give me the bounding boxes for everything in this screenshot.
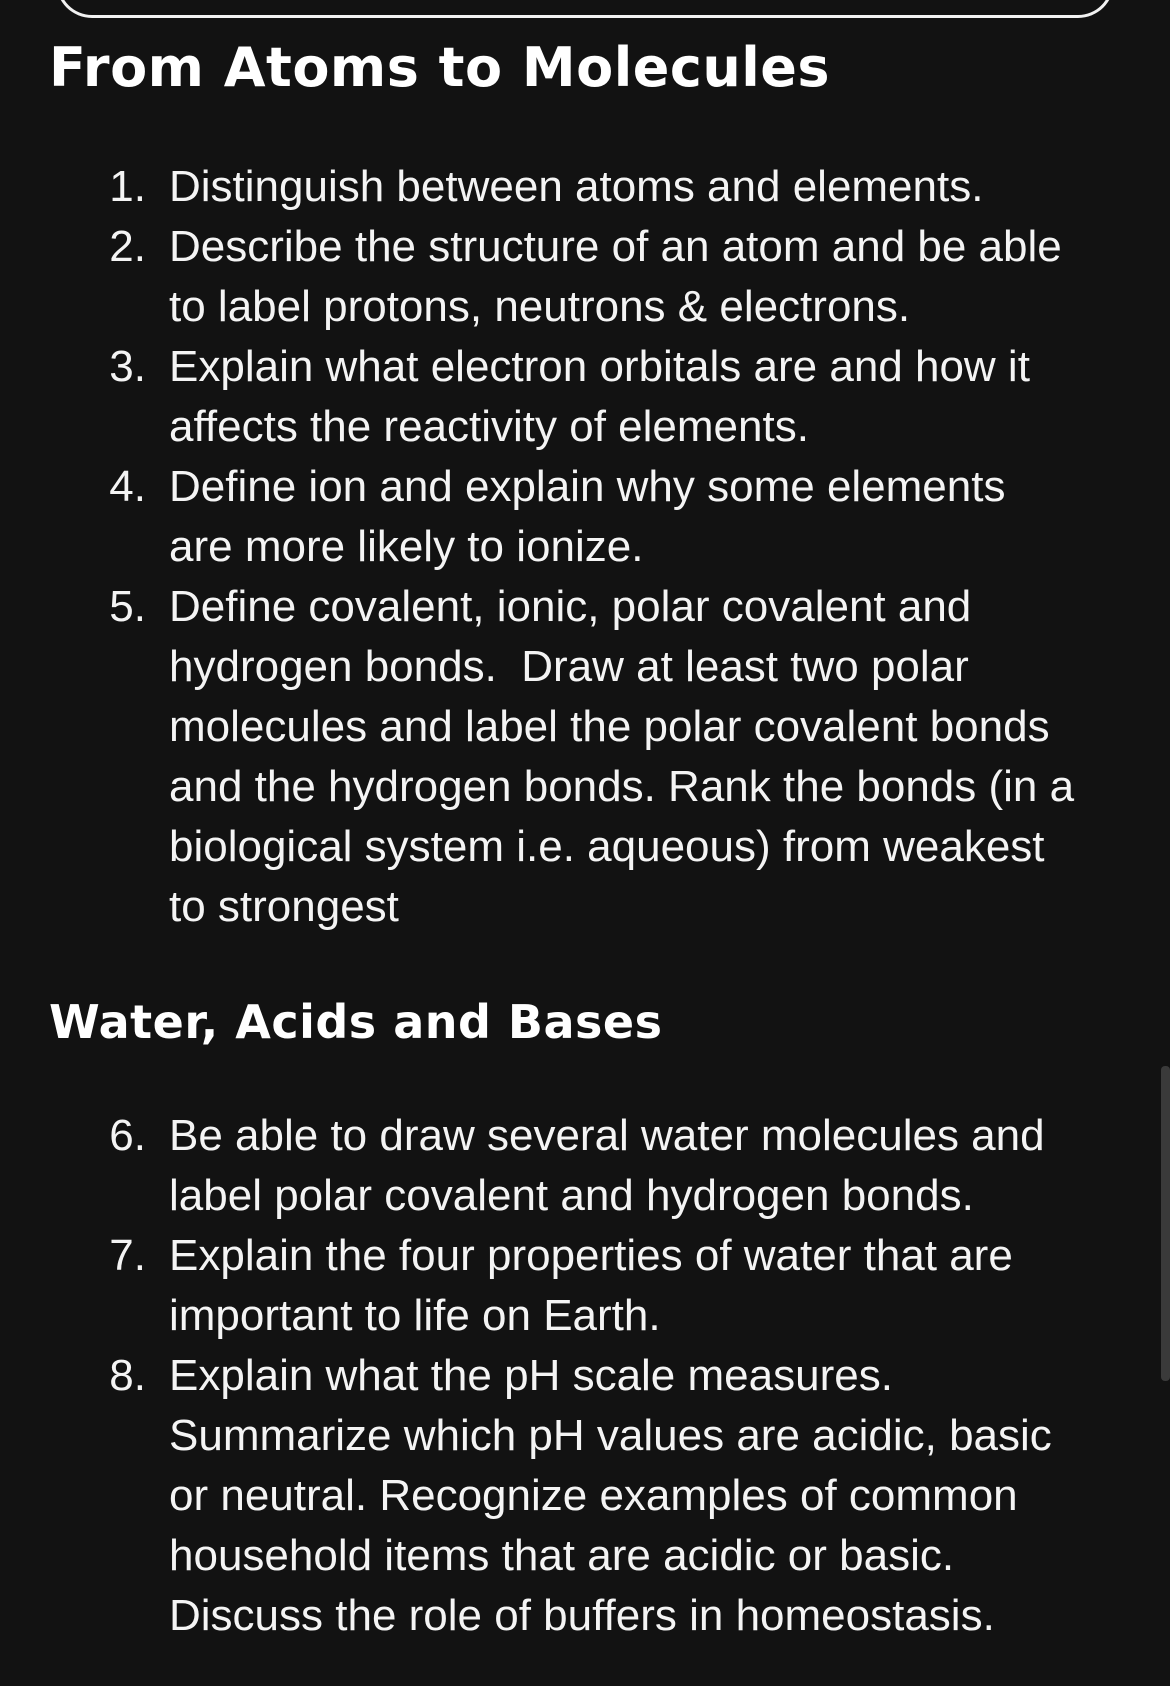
- objective-text-line: Summarize which pH values are acidic, basic: [169, 1411, 1052, 1460]
- objective-text-line: to label protons, neutrons & electrons.: [169, 282, 911, 331]
- objective-text-line: Define ion and explain why some elements: [169, 462, 1006, 511]
- objective-item: [0, 457, 1170, 577]
- objective-text-line: label polar covalent and hydrogen bonds.: [169, 1171, 974, 1220]
- objective-text: [169, 1106, 1119, 1226]
- objective-text-line: household items that are acidic or basic.: [169, 1531, 955, 1580]
- objective-text-line: hydrogen bonds. Draw at least two polar: [169, 642, 969, 691]
- scrollbar[interactable]: [1161, 1066, 1170, 1381]
- objective-text-line: molecules and label the polar covalent bonds: [169, 702, 1050, 751]
- objective-number: 6.: [109, 1111, 146, 1160]
- objective-text-line: Discuss the role of buffers in homeostasis.: [169, 1591, 995, 1640]
- objective-text-line: affects the reactivity of elements.: [169, 402, 809, 451]
- objective-text-line: Explain what the pH scale measures.: [169, 1351, 893, 1400]
- objective-number: 7.: [109, 1231, 146, 1280]
- objective-number: 2.: [109, 222, 146, 271]
- objective-text: [169, 1346, 1119, 1646]
- objective-text: [169, 217, 1119, 337]
- objective-item: [0, 337, 1170, 457]
- objective-item: [0, 217, 1170, 337]
- objective-text-line: Explain the four properties of water that are: [169, 1231, 1013, 1280]
- top-frame-border: [56, 0, 1114, 18]
- objective-text-line: or neutral. Recognize examples of common: [169, 1471, 1018, 1520]
- section-title-water-acids-bases: Water, Acids and Bases: [49, 995, 663, 1049]
- objective-text: [169, 157, 1119, 217]
- objective-text: [169, 577, 1119, 937]
- objective-text: [169, 457, 1119, 577]
- objective-text: [169, 1226, 1119, 1346]
- objective-text-line: are more likely to ionize.: [169, 522, 644, 571]
- section-title-atoms-to-molecules: From Atoms to Molecules: [49, 36, 831, 99]
- objective-text-line: and the hydrogen bonds. Rank the bonds (in a: [169, 762, 1075, 811]
- objective-text-line: important to life on Earth.: [169, 1291, 661, 1340]
- objective-text-line: Define covalent, ionic, polar covalent and: [169, 582, 972, 631]
- objective-item: [0, 1226, 1170, 1346]
- objective-text-line: to strongest: [169, 882, 399, 931]
- objective-list-water: [0, 1106, 1170, 1646]
- objective-text-line: Describe the structure of an atom and be able: [169, 222, 1062, 271]
- objective-number: 8.: [109, 1351, 146, 1400]
- objective-text: [169, 337, 1119, 457]
- objective-number: 1.: [109, 162, 146, 211]
- objective-text-line: Explain what electron orbitals are and how it: [169, 342, 1030, 391]
- objective-text-line: Be able to draw several water molecules and: [169, 1111, 1045, 1160]
- objective-item: [0, 577, 1170, 937]
- objective-item: [0, 1106, 1170, 1226]
- objective-number: 4.: [109, 462, 146, 511]
- objective-item: [0, 157, 1170, 217]
- objective-list-atoms: [0, 157, 1170, 937]
- objective-number: 3.: [109, 342, 146, 391]
- objective-item: [0, 1346, 1170, 1646]
- objective-text-line: biological system i.e. aqueous) from weakest: [169, 822, 1045, 871]
- objective-number: 5.: [109, 582, 146, 631]
- objective-text-line: Distinguish between atoms and elements.: [169, 162, 984, 211]
